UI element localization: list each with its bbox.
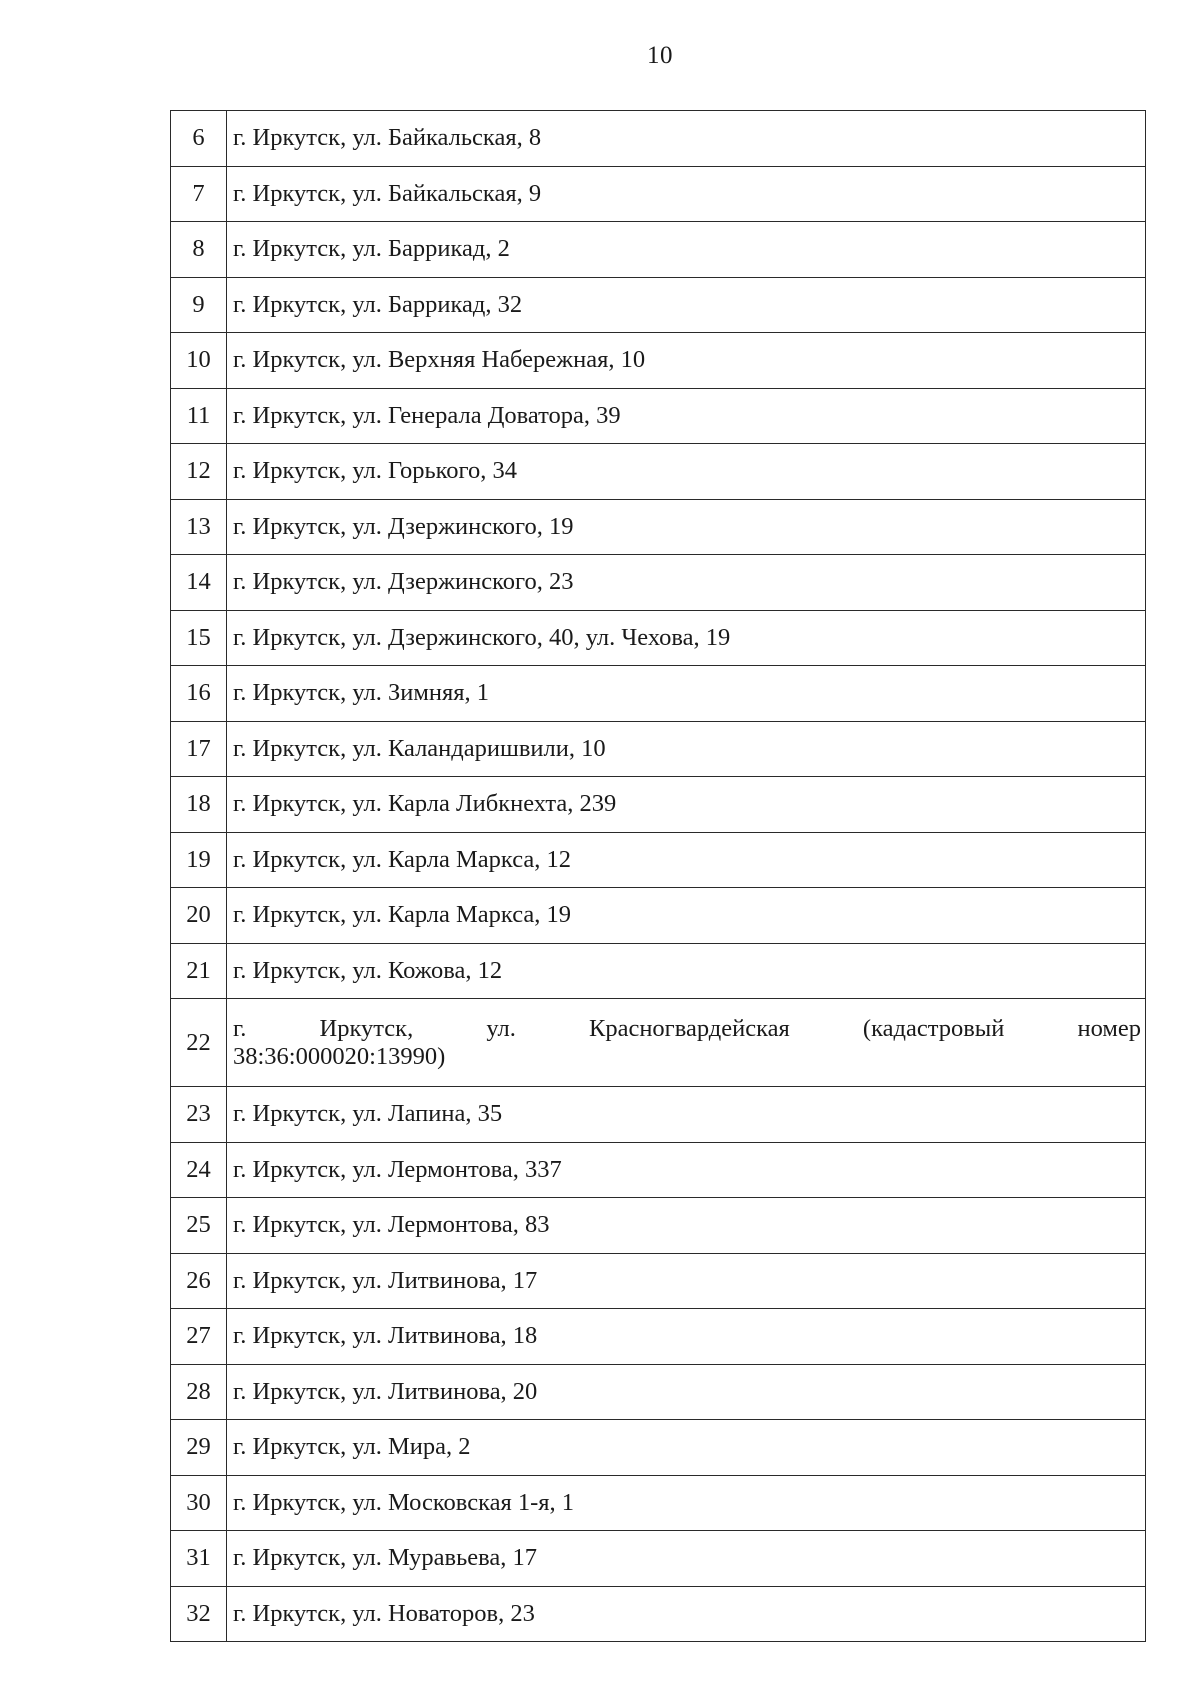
table-row bbox=[171, 1364, 1146, 1420]
table-row bbox=[171, 832, 1146, 888]
table-row bbox=[171, 888, 1146, 944]
row-number: 25 bbox=[171, 1198, 227, 1254]
table-row bbox=[171, 222, 1146, 278]
row-address: г. Иркутск, ул. Дзержинского, 19 bbox=[227, 499, 1146, 555]
row-number: 10 bbox=[171, 333, 227, 389]
row-number: 11 bbox=[171, 388, 227, 444]
table-row bbox=[171, 1198, 1146, 1254]
row-address: г. Иркутск, ул. Лапина, 35 bbox=[227, 1087, 1146, 1143]
table-row bbox=[171, 277, 1146, 333]
row-number: 9 bbox=[171, 277, 227, 333]
row-number: 8 bbox=[171, 222, 227, 278]
row-address-line-1: г. Иркутск, ул. Красногвардейская (кадастровый номер bbox=[233, 1014, 1141, 1042]
address-table bbox=[170, 110, 1146, 1642]
table-row bbox=[171, 1475, 1146, 1531]
row-address: г. Иркутск, ул. Литвинова, 20 bbox=[227, 1364, 1146, 1420]
row-address bbox=[227, 999, 1146, 1087]
table-row bbox=[171, 1309, 1146, 1365]
row-number: 29 bbox=[171, 1420, 227, 1476]
row-address: г. Иркутск, ул. Лермонтова, 337 bbox=[227, 1142, 1146, 1198]
row-address: г. Иркутск, ул. Байкальская, 8 bbox=[227, 111, 1146, 167]
row-address: г. Иркутск, ул. Баррикад, 32 bbox=[227, 277, 1146, 333]
table-row bbox=[171, 1420, 1146, 1476]
page-number: 10 bbox=[647, 42, 673, 69]
row-address: г. Иркутск, ул. Каландаришвили, 10 bbox=[227, 721, 1146, 777]
table-row bbox=[171, 721, 1146, 777]
row-address: г. Иркутск, ул. Баррикад, 2 bbox=[227, 222, 1146, 278]
row-address: г. Иркутск, ул. Кожова, 12 bbox=[227, 943, 1146, 999]
table-row bbox=[171, 1087, 1146, 1143]
row-address: г. Иркутск, ул. Карла Маркса, 12 bbox=[227, 832, 1146, 888]
row-address: г. Иркутск, ул. Мира, 2 bbox=[227, 1420, 1146, 1476]
row-number: 28 bbox=[171, 1364, 227, 1420]
row-number: 14 bbox=[171, 555, 227, 611]
table-row bbox=[171, 499, 1146, 555]
table-row bbox=[171, 1586, 1146, 1642]
row-number: 24 bbox=[171, 1142, 227, 1198]
row-number: 17 bbox=[171, 721, 227, 777]
row-number: 16 bbox=[171, 666, 227, 722]
table-row bbox=[171, 1142, 1146, 1198]
row-number: 30 bbox=[171, 1475, 227, 1531]
row-address-line-2: 38:36:000020:13990) bbox=[233, 1042, 446, 1070]
table-row bbox=[171, 610, 1146, 666]
table-row bbox=[171, 333, 1146, 389]
row-address: г. Иркутск, ул. Байкальская, 9 bbox=[227, 166, 1146, 222]
table-row bbox=[171, 111, 1146, 167]
row-number: 6 bbox=[171, 111, 227, 167]
row-number: 32 bbox=[171, 1586, 227, 1642]
row-number: 7 bbox=[171, 166, 227, 222]
row-number: 12 bbox=[171, 444, 227, 500]
table-row bbox=[171, 166, 1146, 222]
row-address: г. Иркутск, ул. Лермонтова, 83 bbox=[227, 1198, 1146, 1254]
row-number: 26 bbox=[171, 1253, 227, 1309]
row-number: 31 bbox=[171, 1531, 227, 1587]
row-number: 22 bbox=[171, 999, 227, 1087]
row-address: г. Иркутск, ул. Московская 1-я, 1 bbox=[227, 1475, 1146, 1531]
row-number: 27 bbox=[171, 1309, 227, 1365]
table-row bbox=[171, 444, 1146, 500]
table-row bbox=[171, 943, 1146, 999]
row-address: г. Иркутск, ул. Зимняя, 1 bbox=[227, 666, 1146, 722]
table-row bbox=[171, 666, 1146, 722]
row-address: г. Иркутск, ул. Горького, 34 bbox=[227, 444, 1146, 500]
table-row bbox=[171, 999, 1146, 1087]
table-row bbox=[171, 555, 1146, 611]
row-address: г. Иркутск, ул. Генерала Доватора, 39 bbox=[227, 388, 1146, 444]
row-address: г. Иркутск, ул. Литвинова, 17 bbox=[227, 1253, 1146, 1309]
row-number: 20 bbox=[171, 888, 227, 944]
row-number: 18 bbox=[171, 777, 227, 833]
row-address: г. Иркутск, ул. Литвинова, 18 bbox=[227, 1309, 1146, 1365]
row-address: г. Иркутск, ул. Верхняя Набережная, 10 bbox=[227, 333, 1146, 389]
row-number: 15 bbox=[171, 610, 227, 666]
row-number: 13 bbox=[171, 499, 227, 555]
row-address: г. Иркутск, ул. Дзержинского, 40, ул. Чехова, 19 bbox=[227, 610, 1146, 666]
row-address: г. Иркутск, ул. Муравьева, 17 bbox=[227, 1531, 1146, 1587]
row-number: 23 bbox=[171, 1087, 227, 1143]
table-row bbox=[171, 388, 1146, 444]
row-number: 21 bbox=[171, 943, 227, 999]
table-row bbox=[171, 1531, 1146, 1587]
row-address: г. Иркутск, ул. Карла Либкнехта, 239 bbox=[227, 777, 1146, 833]
table-row bbox=[171, 1253, 1146, 1309]
table-row bbox=[171, 777, 1146, 833]
row-address: г. Иркутск, ул. Новаторов, 23 bbox=[227, 1586, 1146, 1642]
row-address: г. Иркутск, ул. Дзержинского, 23 bbox=[227, 555, 1146, 611]
row-address: г. Иркутск, ул. Карла Маркса, 19 bbox=[227, 888, 1146, 944]
row-number: 19 bbox=[171, 832, 227, 888]
